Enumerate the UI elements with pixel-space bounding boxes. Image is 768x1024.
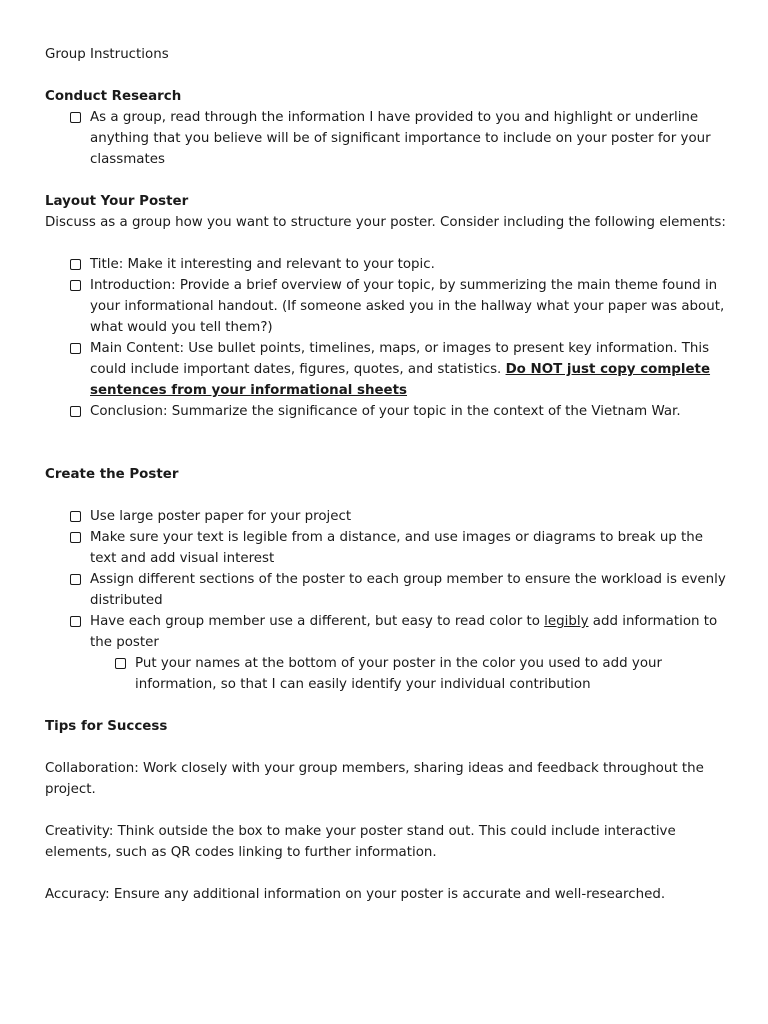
tip-creativity: Creativity: Think outside the box to make your poster stand out. This could include interactive elements, such as QR codes linking to further information. [45, 824, 676, 860]
checklist-item-sections [45, 569, 728, 611]
checklist-item-text: Title: Make it interesting and relevant to your topic. [90, 257, 435, 272]
checkbox-icon[interactable] [70, 112, 81, 123]
document-title: Group Instructions [45, 47, 169, 62]
layout-intro: Discuss as a group how you want to structure your poster. Consider including the following elements: [45, 215, 726, 230]
tip-collaboration: Collaboration: Work closely with your group members, sharing ideas and feedback throughout the project. [45, 761, 704, 797]
checklist-item-legible [45, 527, 728, 569]
checkbox-icon[interactable] [70, 406, 81, 417]
checklist-item-conclusion [45, 401, 728, 422]
checklist-item-text: Assign different sections of the poster to each group member to ensure the workload is evenly distributed [90, 572, 726, 608]
underlined-word: legibly [544, 614, 589, 629]
checkbox-icon[interactable] [115, 658, 126, 669]
checklist-item-text: Use large poster paper for your project [90, 509, 352, 524]
heading-tips: Tips for Success [45, 719, 168, 734]
checklist-item-paper [45, 506, 728, 527]
heading-conduct-research: Conduct Research [45, 89, 182, 104]
checklist-item-research [45, 107, 728, 170]
emphasis-text: Do NOT just copy complete sentences from your informational sheets [90, 362, 711, 398]
checklist-item-main-content [45, 338, 728, 401]
tip-accuracy: Accuracy: Ensure any additional information on your poster is accurate and well-researched. [45, 887, 666, 902]
checkbox-icon[interactable] [70, 574, 81, 585]
checklist-subitem-names [45, 653, 728, 695]
heading-create-poster: Create the Poster [45, 467, 179, 482]
checklist-item-color [45, 611, 728, 653]
checkbox-icon[interactable] [70, 259, 81, 270]
checklist-item-text: Have each group member use a different, but easy to read color to [90, 614, 545, 629]
checkbox-icon[interactable] [70, 532, 81, 543]
checklist-item-introduction [45, 275, 728, 338]
checkbox-icon[interactable] [70, 343, 81, 354]
checklist-item-title [45, 254, 728, 275]
checklist-item-text: Make sure your text is legible from a distance, and use images or diagrams to break up the text and add visual interest [90, 530, 704, 566]
checklist-item-text: As a group, read through the information I have provided to you and highlight or underline anything that you believe will be of significant importance to include on your poster for your classmates [90, 110, 711, 167]
checklist-item-text: Main Content: Use bullet points, timelines, maps, or images to present key information. This could include important dates, figures, quotes, and statistics. [90, 341, 710, 377]
checklist-item-text: Conclusion: Summarize the significance of your topic in the context of the Vietnam War. [90, 404, 681, 419]
checkbox-icon[interactable] [70, 616, 81, 627]
checklist-item-text: add information to the poster [90, 614, 718, 650]
checkbox-icon[interactable] [70, 280, 81, 291]
checklist-item-text: Put your names at the bottom of your poster in the color you used to add your information, so that I can easily identify your individual contribution [135, 656, 663, 692]
checkbox-icon[interactable] [70, 511, 81, 522]
heading-layout-poster: Layout Your Poster [45, 194, 189, 209]
checklist-item-text: Introduction: Provide a brief overview of your topic, by summerizing the main theme found in your informational handout. (If someone asked you in the hallway what your paper was about, what would you tell them?) [90, 278, 725, 335]
